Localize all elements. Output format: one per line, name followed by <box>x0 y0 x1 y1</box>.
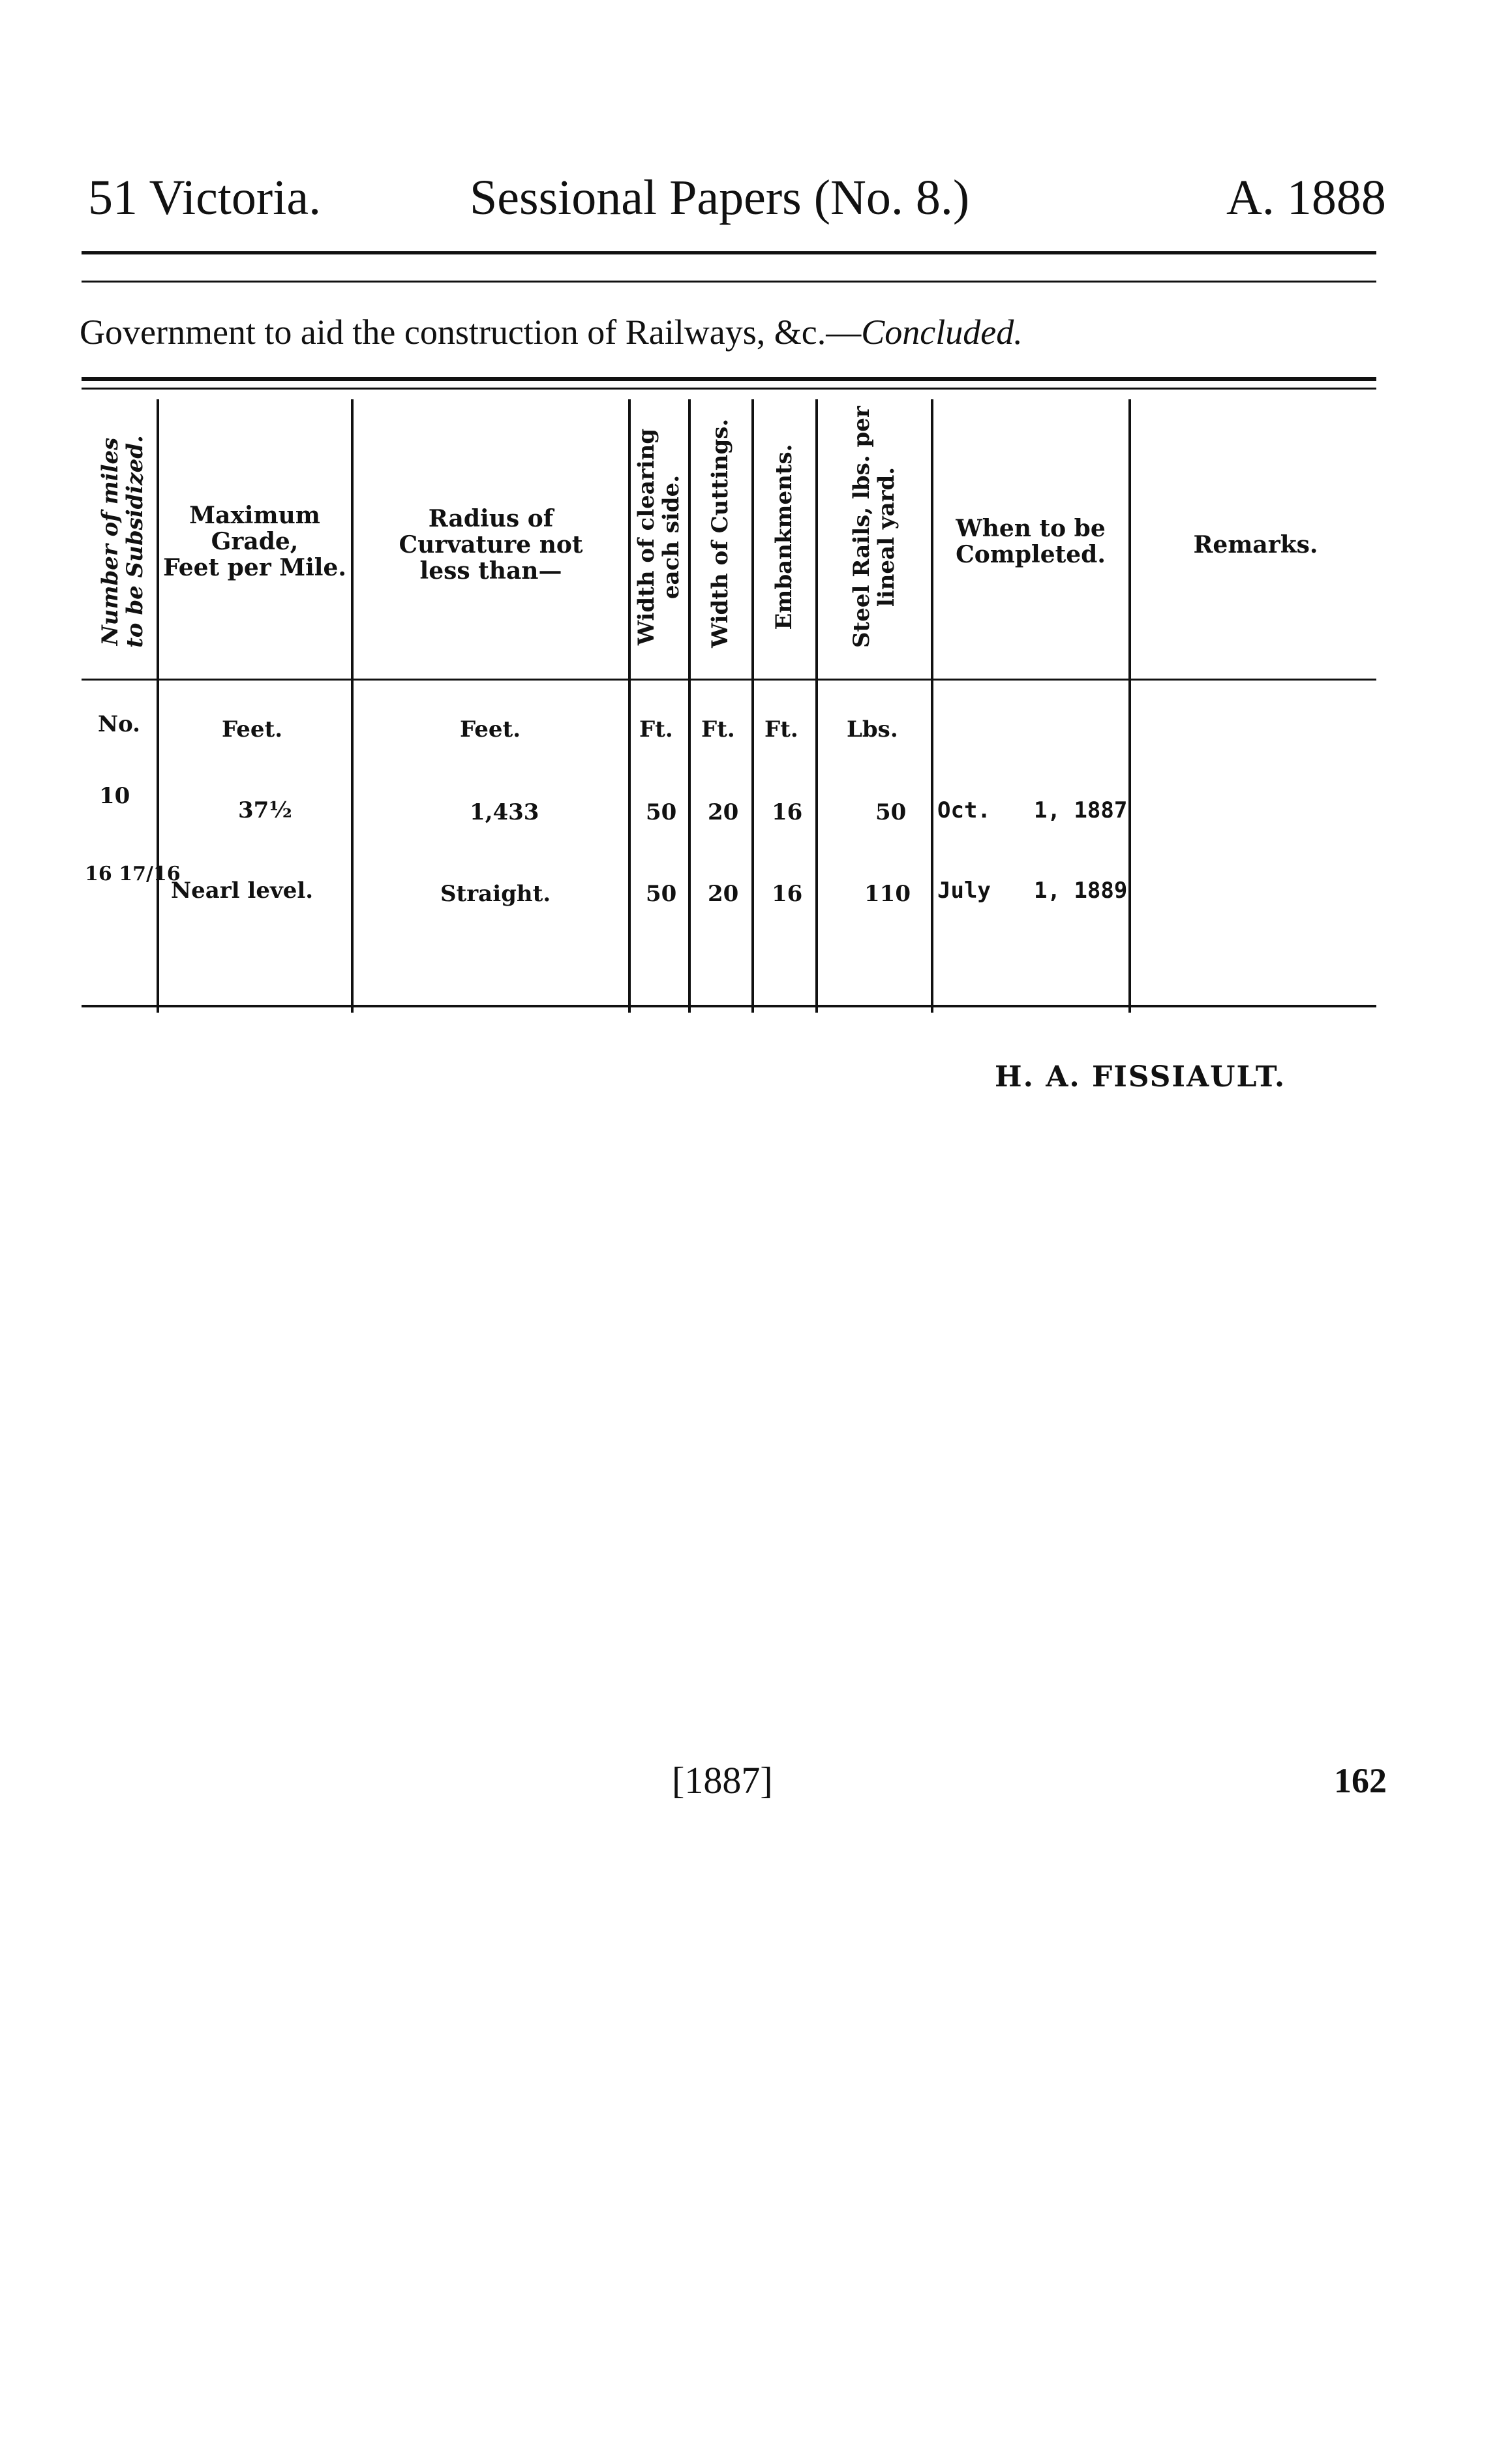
header-rule-1 <box>82 251 1376 254</box>
table-bottom-rule <box>82 1005 1376 1007</box>
col-divider-3 <box>628 399 631 1013</box>
row1-miles: 10 <box>99 783 130 809</box>
col-header-remarks <box>1135 532 1376 558</box>
col-header-miles <box>98 431 150 652</box>
col-divider-8 <box>1128 399 1131 1013</box>
col-header-grade-line3: Feet per Mile. <box>163 554 346 581</box>
col-divider-4 <box>688 399 691 1013</box>
header-rule-2 <box>82 281 1376 283</box>
col-divider-1 <box>157 399 159 1013</box>
col-header-radius <box>355 506 626 584</box>
unit-clearing: Ft. <box>639 716 673 743</box>
column-header-rule <box>82 679 1376 681</box>
row1-rails: 50 <box>875 799 907 825</box>
row1-cuttings: 20 <box>708 799 739 825</box>
unit-embankments: Ft. <box>764 716 798 743</box>
row2-rails: 110 <box>864 881 911 907</box>
unit-radius: Feet. <box>460 716 521 743</box>
row1-grade: 37½ <box>238 797 292 823</box>
col-header-clearing-line1: Width of clearing <box>633 428 659 646</box>
col-header-completed-line2: Completed. <box>956 541 1106 568</box>
col-header-rails-line2: lineal yard. <box>873 467 900 607</box>
col-header-embankments-text: Embankments. <box>771 444 797 630</box>
row2-embankments: 16 <box>772 881 803 907</box>
col-header-radius-line1: Radius of <box>428 505 554 532</box>
col-header-cuttings <box>707 418 734 648</box>
col-header-radius-line3: less than— <box>419 557 562 585</box>
table-top-rule-2 <box>82 388 1376 390</box>
row2-clearing: 50 <box>646 881 677 907</box>
page-number: 162 <box>1334 1761 1387 1800</box>
header-center: Sessional Papers (No. 8.) <box>470 170 970 225</box>
row2-cuttings: 20 <box>708 881 739 907</box>
col-header-rails <box>849 406 901 648</box>
header-left: 51 Victoria. <box>88 170 322 225</box>
unit-cuttings: Ft. <box>701 716 735 743</box>
table-subtitle <box>80 312 1023 352</box>
row2-radius: Straight. <box>440 881 551 907</box>
subtitle-main: Government to aid the construction of Railways, &c.— <box>80 313 862 352</box>
table-top-rule-1 <box>82 377 1376 381</box>
col-header-grade-line1: Maximum <box>189 502 320 529</box>
subtitle-concluded: Concluded. <box>861 313 1023 352</box>
col-header-completed-line1: When to be <box>956 515 1106 542</box>
unit-miles: No. <box>98 711 140 737</box>
row2-completed-month: July <box>937 878 991 904</box>
col-header-miles-text: Number of miles to be Subsidized. <box>97 435 148 648</box>
row2-grade: Nearl level. <box>171 878 314 904</box>
row2-completed-date: 1, 1889 <box>1034 878 1128 904</box>
signature: H. A. FISSIAULT. <box>995 1060 1286 1094</box>
row1-embankments: 16 <box>772 799 803 825</box>
col-divider-5 <box>751 399 754 1013</box>
col-header-radius-line2: Curvature not <box>399 531 583 559</box>
col-divider-2 <box>351 399 354 1013</box>
col-header-cuttings-text: Width of Cuttings. <box>707 418 733 648</box>
row1-clearing: 50 <box>646 799 677 825</box>
row1-completed-month: Oct. <box>937 797 991 823</box>
col-header-embankments <box>772 426 798 648</box>
col-header-remarks-text: Remarks. <box>1193 531 1318 559</box>
row1-completed-date: 1, 1887 <box>1034 797 1128 823</box>
unit-rails: Lbs. <box>847 716 898 743</box>
header-right: A. 1888 <box>1226 170 1386 225</box>
col-header-rails-line1: Steel Rails, lbs. per <box>849 406 875 648</box>
row2-miles: 16 17/16 <box>85 863 181 885</box>
row1-radius: 1,433 <box>470 799 539 825</box>
col-divider-7 <box>931 399 933 1013</box>
col-divider-6 <box>815 399 818 1013</box>
col-header-grade-line2: Grade, <box>211 528 299 555</box>
unit-grade: Feet. <box>222 716 283 743</box>
footer-year: [1887] <box>672 1759 773 1801</box>
col-header-clearing-line2: each side. <box>658 474 684 600</box>
col-header-clearing <box>634 426 686 648</box>
col-header-grade <box>162 502 348 581</box>
col-header-completed <box>936 515 1125 568</box>
